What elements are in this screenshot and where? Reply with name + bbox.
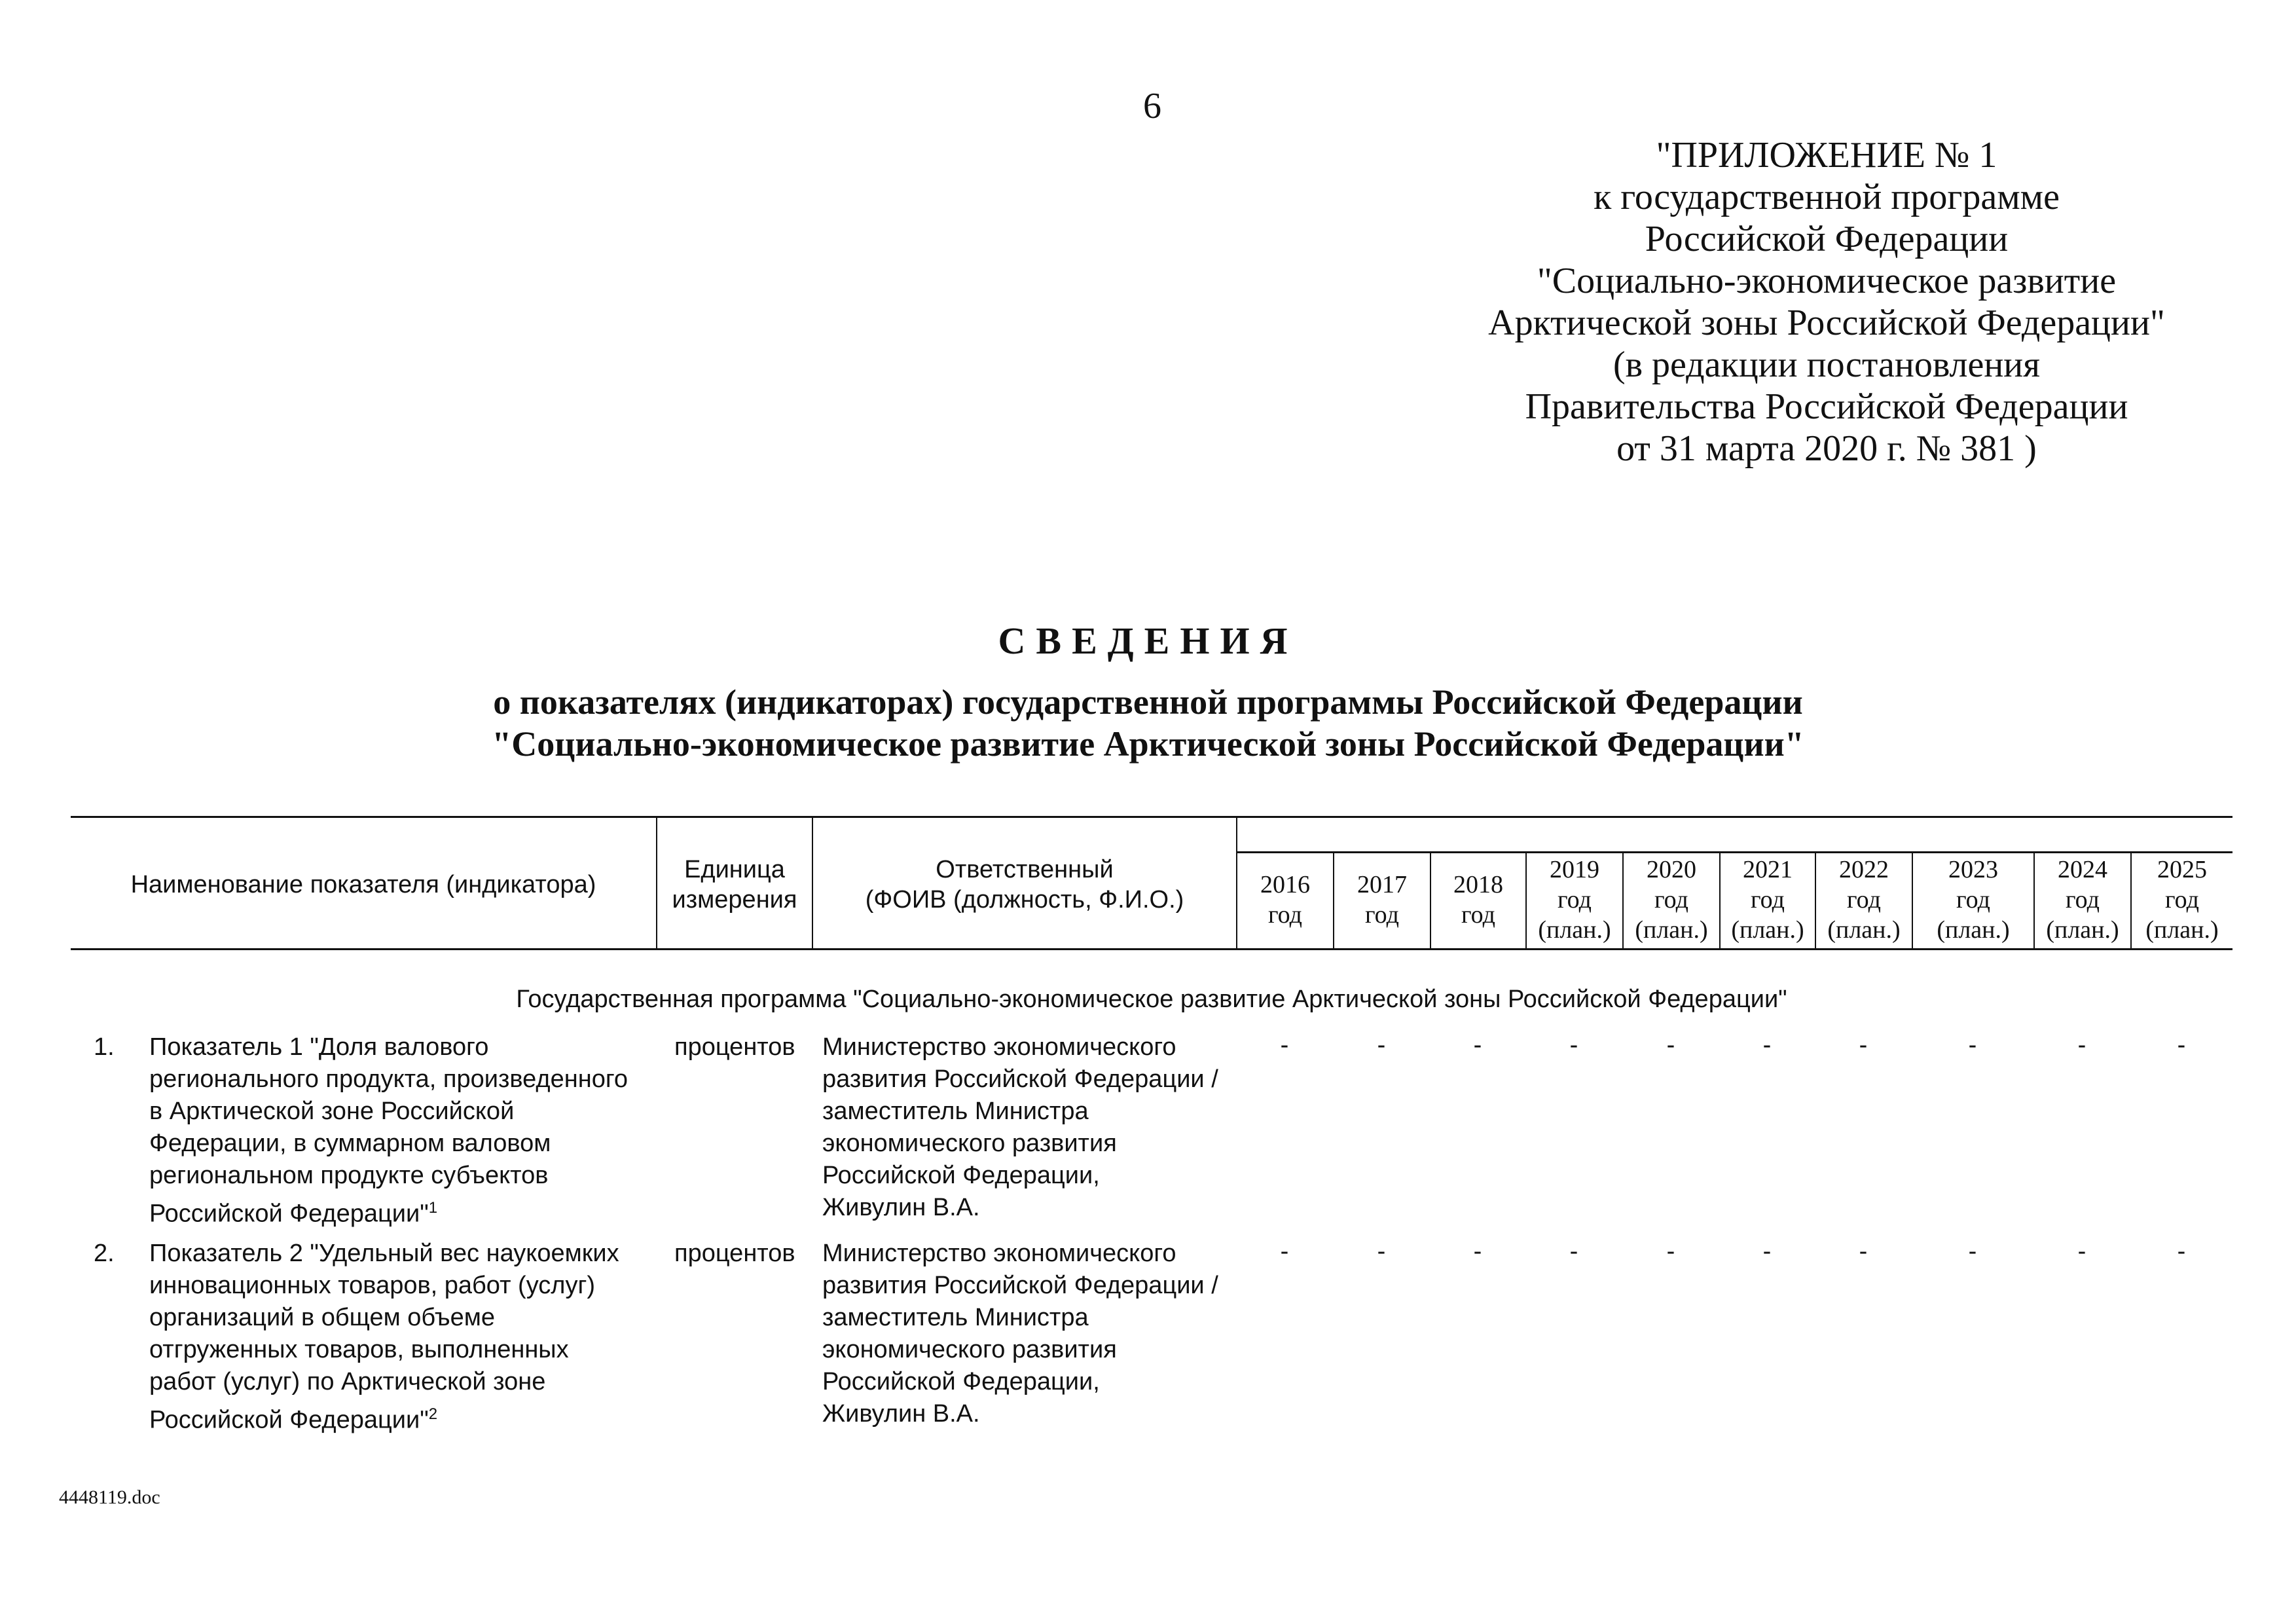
header-year-2018 bbox=[1431, 870, 1525, 930]
header-year-line: год bbox=[1847, 886, 1881, 913]
row-value: - bbox=[2177, 1031, 2186, 1059]
header-year-line: 2023 bbox=[1948, 856, 1998, 883]
header-year-line: (план.) bbox=[2046, 916, 2119, 944]
row-value: - bbox=[2077, 1238, 2086, 1265]
appendix-line: Российской Федерации bbox=[1645, 219, 2009, 259]
header-responsible-line1: Ответственный bbox=[936, 856, 1114, 883]
row-value: - bbox=[1377, 1238, 1386, 1265]
row-number: 2. bbox=[94, 1240, 115, 1267]
row-value: - bbox=[1666, 1238, 1675, 1265]
row-value: - bbox=[1666, 1031, 1675, 1059]
row-value: - bbox=[1762, 1031, 1772, 1059]
header-year-line: 2019 bbox=[1550, 856, 1599, 883]
row-unit: процентов bbox=[674, 1240, 795, 1267]
appendix-line: от 31 марта 2020 г. № 381 ) bbox=[1616, 428, 2037, 469]
header-year-line: 2022 bbox=[1839, 856, 1889, 883]
header-year-line: год bbox=[1654, 886, 1688, 913]
header-year-2024 bbox=[2035, 855, 2130, 945]
table-header-bottom-rule bbox=[71, 948, 2232, 950]
document-id: 4448119.doc bbox=[59, 1486, 160, 1508]
header-year-line: 2018 bbox=[1453, 871, 1503, 898]
row-indicator-name: Показатель 2 "Удельный вес наукоемких инновационных товаров, работ (услуг) организаций в общем объеме отгруженных товаров, выполненных работ (услуг) по Арктической зоне Российской Федерации"$^2$ bbox=[149, 1240, 619, 1434]
table-top-rule bbox=[71, 816, 2232, 818]
header-year-2016 bbox=[1237, 870, 1333, 930]
header-year-line: год bbox=[1365, 901, 1399, 929]
appendix-line: к государственной программе bbox=[1594, 177, 2060, 217]
header-year-line: (план.) bbox=[2145, 916, 2219, 944]
header-year-2022 bbox=[1816, 855, 1912, 945]
header-year-line: год bbox=[1558, 886, 1592, 913]
header-year-line: год bbox=[1956, 886, 1990, 913]
appendix-line: "ПРИЛОЖЕНИЕ № 1 bbox=[1656, 135, 1997, 175]
row-value: - bbox=[1280, 1238, 1289, 1265]
row-value: - bbox=[1968, 1238, 1977, 1265]
header-year-line: год bbox=[1751, 886, 1785, 913]
page-number: 6 bbox=[1143, 86, 1161, 126]
header-year-2020 bbox=[1624, 855, 1719, 945]
appendix-line: Арктической зоны Российской Федерации" bbox=[1488, 303, 2165, 343]
row-value: - bbox=[1968, 1031, 1977, 1059]
row-responsible: Министерство экономического развития Российской Федерации / заместитель Министра экономического развития Российской Федерации, Живулин В.А. bbox=[822, 1033, 1218, 1221]
header-year-line: 2021 bbox=[1743, 856, 1793, 883]
row-number: 1. bbox=[94, 1033, 115, 1061]
header-year-line: год bbox=[2066, 886, 2100, 913]
years-group-rule bbox=[1236, 851, 2232, 853]
footnote-mark: 1 bbox=[428, 1199, 438, 1217]
header-unit-line2: измерения bbox=[672, 886, 797, 913]
row-value: - bbox=[1569, 1031, 1578, 1059]
subtitle-line-2: "Социально-экономическое развитие Арктической зоны Российской Федерации" bbox=[492, 724, 1804, 764]
header-year-line: 2020 bbox=[1647, 856, 1696, 883]
header-year-line: 2017 bbox=[1357, 871, 1407, 898]
row-value: - bbox=[1859, 1238, 1868, 1265]
header-year-line: (план.) bbox=[1538, 916, 1611, 944]
header-year-line: год bbox=[1268, 901, 1302, 929]
header-responsible-line2: (ФОИВ (должность, Ф.И.О.) bbox=[865, 886, 1184, 913]
document-subtitle bbox=[0, 681, 2296, 765]
row-value: - bbox=[1762, 1238, 1772, 1265]
header-indicator-name: Наименование показателя (индикатора) bbox=[130, 871, 596, 898]
header-year-2025 bbox=[2132, 855, 2232, 945]
header-responsible bbox=[813, 855, 1236, 915]
header-year-line: (план.) bbox=[1731, 916, 1804, 944]
header-year-2021 bbox=[1721, 855, 1815, 945]
row-value: - bbox=[2177, 1238, 2186, 1265]
row-responsible: Министерство экономического развития Российской Федерации / заместитель Министра экономического развития Российской Федерации, Живулин В.А. bbox=[822, 1240, 1218, 1428]
header-year-line: 2025 bbox=[2157, 856, 2207, 883]
header-year-line: год bbox=[2165, 886, 2199, 913]
document-title: СВЕДЕНИЯ bbox=[998, 619, 1298, 662]
row-value: - bbox=[1473, 1031, 1482, 1059]
row-value: - bbox=[1473, 1238, 1482, 1265]
appendix-line: "Социально-экономическое развитие bbox=[1537, 261, 2117, 301]
appendix-block bbox=[1434, 134, 2219, 470]
header-unit-line1: Единица bbox=[684, 856, 785, 883]
header-year-line: 2024 bbox=[2058, 856, 2107, 883]
row-value: - bbox=[1859, 1031, 1868, 1059]
row-unit: процентов bbox=[674, 1033, 795, 1061]
section-title: Государственная программа "Социально-экономическое развитие Арктической зоны Российской Федерации" bbox=[516, 986, 1787, 1013]
header-year-line: 2016 bbox=[1260, 871, 1310, 898]
header-unit bbox=[657, 855, 812, 915]
row-value: - bbox=[1280, 1031, 1289, 1059]
header-year-line: год bbox=[1461, 901, 1495, 929]
appendix-line: (в редакции постановления bbox=[1613, 344, 2041, 385]
header-year-2019 bbox=[1527, 855, 1622, 945]
header-year-line: (план.) bbox=[1827, 916, 1901, 944]
appendix-line: Правительства Российской Федерации bbox=[1525, 386, 2128, 427]
subtitle-line-1: о показателях (индикаторах) государственной программы Российской Федерации bbox=[493, 682, 1803, 722]
header-year-2023 bbox=[1913, 855, 2033, 945]
row-indicator-name: Показатель 1 "Доля валового регионального продукта, произведенного в Арктической зоне Российской Федерации, в суммарном валовом региональном продукте субъектов Российской Федерации"$^1$ bbox=[149, 1033, 628, 1228]
header-year-line: (план.) bbox=[1635, 916, 1708, 944]
row-value: - bbox=[1377, 1031, 1386, 1059]
row-value: - bbox=[1569, 1238, 1578, 1265]
footnote-mark: 2 bbox=[428, 1405, 438, 1423]
row-value: - bbox=[2077, 1031, 2086, 1059]
header-year-2017 bbox=[1334, 870, 1430, 930]
header-year-line: (план.) bbox=[1937, 916, 2010, 944]
